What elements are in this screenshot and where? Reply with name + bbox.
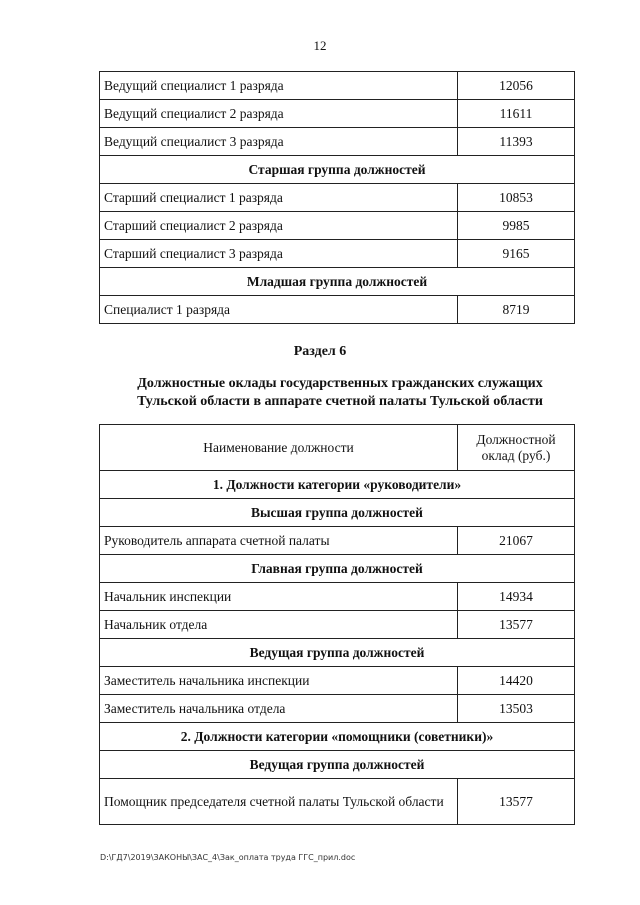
group-heading: Главная группа должностей xyxy=(100,555,575,583)
table-row xyxy=(100,695,575,723)
group-heading-row xyxy=(100,751,575,779)
position-name: Специалист 1 разряда xyxy=(100,296,458,324)
salary-value: 11393 xyxy=(458,128,575,156)
table-row xyxy=(100,184,575,212)
section-subtitle-line-1: Должностные оклады государственных гражданских служащих xyxy=(137,376,543,391)
header-salary xyxy=(458,425,575,471)
group-heading-row xyxy=(100,639,575,667)
salary-value: 9985 xyxy=(458,212,575,240)
table-row xyxy=(100,100,575,128)
position-name: Ведущий специалист 1 разряда xyxy=(100,72,458,100)
position-name: Старший специалист 2 разряда xyxy=(100,212,458,240)
header-salary-line-1: Должностной xyxy=(476,431,556,447)
table-row xyxy=(100,128,575,156)
group-heading-row xyxy=(100,156,575,184)
group-heading: 2. Должности категории «помощники (советники)» xyxy=(100,723,575,751)
section-title: Раздел 6 xyxy=(293,344,347,359)
position-name: Начальник отдела xyxy=(100,611,458,639)
salary-table-continued xyxy=(99,71,575,324)
group-heading-row xyxy=(100,268,575,296)
section-subtitle xyxy=(90,375,590,411)
page-number: 12 xyxy=(313,38,327,53)
position-name: Помощник председателя счетной палаты Тульской области xyxy=(100,779,458,825)
position-name: Старший специалист 1 разряда xyxy=(100,184,458,212)
position-name: Начальник инспекции xyxy=(100,583,458,611)
position-name: Ведущий специалист 3 разряда xyxy=(100,128,458,156)
group-heading: Ведущая группа должностей xyxy=(100,639,575,667)
group-heading-row xyxy=(100,471,575,499)
group-heading: Младшая группа должностей xyxy=(100,268,575,296)
table-header-row xyxy=(100,425,575,471)
group-heading: Ведущая группа должностей xyxy=(100,751,575,779)
position-name: Заместитель начальника инспекции xyxy=(100,667,458,695)
table-row xyxy=(100,240,575,268)
position-name: Ведущий специалист 2 разряда xyxy=(100,100,458,128)
position-name: Заместитель начальника отдела xyxy=(100,695,458,723)
salary-value: 13503 xyxy=(458,695,575,723)
file-path-footer: D:\ГД7\2019\ЗАКОНЫ\ЗАС_4\Зак_оплата труда ГГС_прил.doc xyxy=(100,853,356,862)
header-position-name: Наименование должности xyxy=(100,425,458,471)
salary-value: 8719 xyxy=(458,296,575,324)
group-heading: 1. Должности категории «руководители» xyxy=(100,471,575,499)
salary-value: 11611 xyxy=(458,100,575,128)
group-heading: Высшая группа должностей xyxy=(100,499,575,527)
table-row xyxy=(100,779,575,825)
salary-value: 12056 xyxy=(458,72,575,100)
table-row xyxy=(100,296,575,324)
salary-table-section-6 xyxy=(99,424,575,825)
salary-value: 14420 xyxy=(458,667,575,695)
table-row xyxy=(100,667,575,695)
group-heading: Старшая группа должностей xyxy=(100,156,575,184)
table-row xyxy=(100,611,575,639)
salary-value: 9165 xyxy=(458,240,575,268)
table-row xyxy=(100,583,575,611)
header-salary-line-2: оклад (руб.) xyxy=(481,447,551,463)
group-heading-row xyxy=(100,723,575,751)
table-row xyxy=(100,72,575,100)
salary-value: 13577 xyxy=(458,611,575,639)
salary-value: 13577 xyxy=(458,779,575,825)
salary-value: 21067 xyxy=(458,527,575,555)
position-name: Старший специалист 3 разряда xyxy=(100,240,458,268)
position-name: Руководитель аппарата счетной палаты xyxy=(100,527,458,555)
group-heading-row xyxy=(100,555,575,583)
section-subtitle-line-2: Тульской области в аппарате счетной палаты Тульской области xyxy=(137,394,543,409)
table-row xyxy=(100,527,575,555)
salary-value: 14934 xyxy=(458,583,575,611)
group-heading-row xyxy=(100,499,575,527)
table-row xyxy=(100,212,575,240)
salary-value: 10853 xyxy=(458,184,575,212)
